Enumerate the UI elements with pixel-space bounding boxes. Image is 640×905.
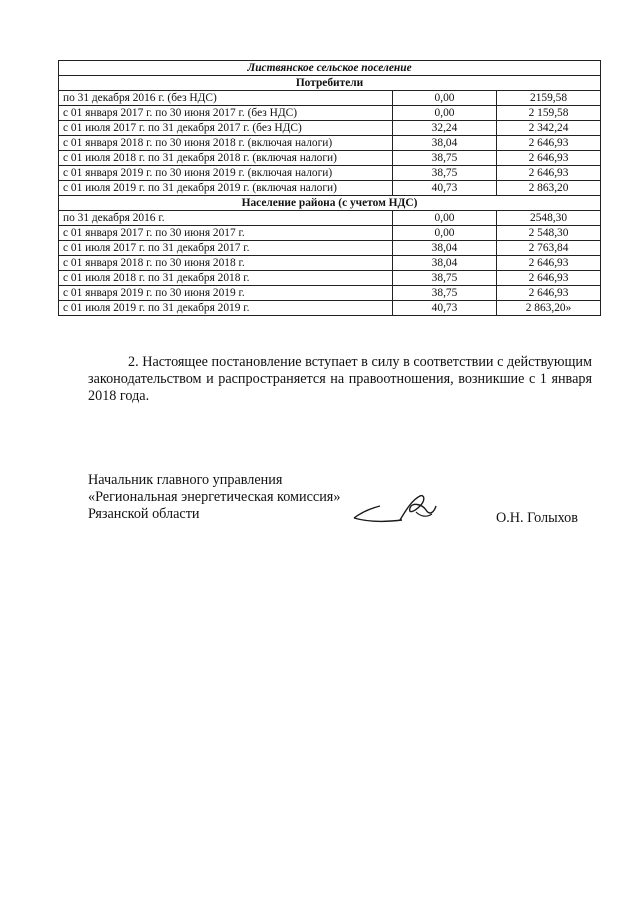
tariff-table-body [59, 61, 601, 316]
period-cell: с 01 января 2018 г. по 30 июня 2018 г. [59, 256, 393, 271]
section-title: Население района (с учетом НДС) [59, 196, 601, 211]
signatory-position [88, 472, 348, 523]
tariff-table [58, 60, 601, 316]
value-cell-2: 2 646,93 [497, 271, 601, 286]
value-cell-2: 2 548,30 [497, 226, 601, 241]
value-cell-1: 38,04 [393, 256, 497, 271]
effective-date-paragraph: 2. Настоящее постановление вступает в силу в соответствии с действующим законодательством и распространяется на правоотношения, возникшие с 1 января 2018 года. [88, 354, 592, 404]
table-row [59, 256, 601, 271]
period-cell: с 01 января 2017 г. по 30 июня 2017 г. (без НДС) [59, 106, 393, 121]
table-row [59, 121, 601, 136]
period-cell: с 01 июля 2017 г. по 31 декабря 2017 г. (без НДС) [59, 121, 393, 136]
period-cell: с 01 января 2019 г. по 30 июня 2019 г. [59, 286, 393, 301]
table-row [59, 106, 601, 121]
section-title: Потребители [59, 76, 601, 91]
signer-name: О.Н. Голыхов [496, 510, 578, 526]
table-row [59, 151, 601, 166]
value-cell-1: 40,73 [393, 301, 497, 316]
value-cell-1: 38,75 [393, 166, 497, 181]
value-cell-1: 40,73 [393, 181, 497, 196]
table-row [59, 271, 601, 286]
period-cell: с 01 января 2017 г. по 30 июня 2017 г. [59, 226, 393, 241]
table-row [59, 166, 601, 181]
period-cell: с 01 июля 2019 г. по 31 декабря 2019 г. (включая налоги) [59, 181, 393, 196]
period-cell: с 01 июля 2017 г. по 31 декабря 2017 г. [59, 241, 393, 256]
value-cell-1: 0,00 [393, 91, 497, 106]
table-row [59, 241, 601, 256]
value-cell-1: 0,00 [393, 106, 497, 121]
settlement-title-row [59, 61, 601, 76]
value-cell-1: 0,00 [393, 211, 497, 226]
value-cell-1: 38,75 [393, 271, 497, 286]
table-row [59, 181, 601, 196]
position-line-2: «Региональная энергетическая комиссия» [88, 489, 341, 505]
section-header-row [59, 196, 601, 211]
handwritten-signature [350, 492, 442, 532]
table-row [59, 211, 601, 226]
value-cell-1: 38,75 [393, 151, 497, 166]
value-cell-2: 2 863,20 [497, 181, 601, 196]
period-cell: с 01 января 2018 г. по 30 июня 2018 г. (включая налоги) [59, 136, 393, 151]
period-cell: с 01 июля 2018 г. по 31 декабря 2018 г. [59, 271, 393, 286]
settlement-title: Листвянское сельское поселение [59, 61, 601, 76]
value-cell-2: 2 646,93 [497, 166, 601, 181]
value-cell-2: 2548,30 [497, 211, 601, 226]
value-cell-2: 2 646,93 [497, 256, 601, 271]
period-cell: по 31 декабря 2016 г. [59, 211, 393, 226]
section-header-row [59, 76, 601, 91]
value-cell-1: 38,04 [393, 136, 497, 151]
period-cell: с 01 января 2019 г. по 30 июня 2019 г. (включая налоги) [59, 166, 393, 181]
value-cell-1: 32,24 [393, 121, 497, 136]
value-cell-2: 2 763,84 [497, 241, 601, 256]
value-cell-2: 2 342,24 [497, 121, 601, 136]
table-row [59, 301, 601, 316]
table-row [59, 226, 601, 241]
table-row [59, 136, 601, 151]
value-cell-2: 2 646,93 [497, 136, 601, 151]
value-cell-1: 0,00 [393, 226, 497, 241]
value-cell-1: 38,75 [393, 286, 497, 301]
value-cell-2: 2 159,58 [497, 106, 601, 121]
value-cell-2: 2 646,93 [497, 151, 601, 166]
table-row [59, 91, 601, 106]
value-cell-2: 2 863,20» [497, 301, 601, 316]
position-line-3: Рязанской области [88, 506, 200, 522]
value-cell-1: 38,04 [393, 241, 497, 256]
value-cell-2: 2159,58 [497, 91, 601, 106]
period-cell: с 01 июля 2019 г. по 31 декабря 2019 г. [59, 301, 393, 316]
position-line-1: Начальник главного управления [88, 472, 283, 488]
value-cell-2: 2 646,93 [497, 286, 601, 301]
period-cell: по 31 декабря 2016 г. (без НДС) [59, 91, 393, 106]
table-row [59, 286, 601, 301]
period-cell: с 01 июля 2018 г. по 31 декабря 2018 г. (включая налоги) [59, 151, 393, 166]
